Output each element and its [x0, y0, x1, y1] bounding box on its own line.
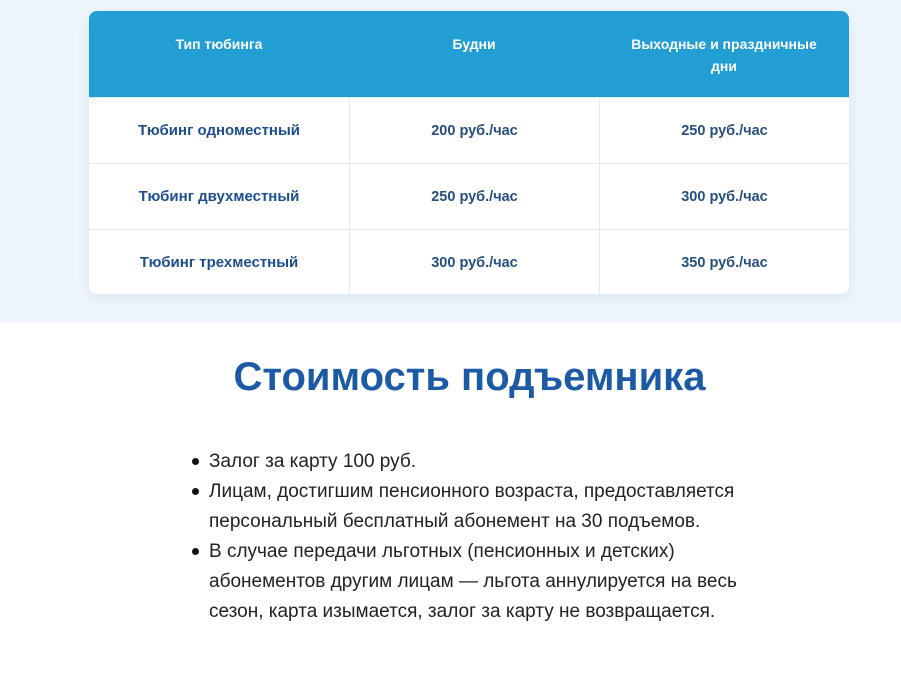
- table-row: [89, 97, 849, 163]
- table-row: [89, 163, 849, 229]
- header-weekdays: Будни: [452, 36, 496, 52]
- weekday-price-cell: 250 руб./час: [349, 164, 599, 229]
- header-tubing-type: Тип тюбинга: [175, 36, 263, 52]
- table-row: [89, 229, 849, 294]
- tubing-type-cell: Тюбинг одноместный: [137, 122, 301, 139]
- list-item: Лицам, достигшим пенсионного возраста, предоставляется персональный бесплатный абонемент на 30 подъемов.: [190, 477, 750, 537]
- lift-price-title: Стоимость подъемника: [233, 355, 706, 399]
- weekend-price-cell: 300 руб./час: [599, 164, 849, 229]
- tubing-type-cell: Тюбинг двухместный: [138, 188, 300, 205]
- tubing-type-cell: Тюбинг трехместный: [139, 254, 299, 271]
- list-item: Залог за карту 100 руб.: [190, 447, 750, 477]
- lift-info-list: [190, 447, 750, 627]
- weekday-price-cell: 200 руб./час: [349, 98, 599, 163]
- list-item: В случае передачи льготных (пенсионных и детских) абонементов другим лицам — льгота аннулируется на весь сезон, карта изымается, залог за карту не возвращается.: [190, 537, 750, 627]
- header-weekends-holidays: Выходные и праздничные дни: [631, 36, 817, 74]
- table-header-row: [89, 11, 849, 97]
- weekday-price-cell: 300 руб./час: [349, 230, 599, 294]
- weekend-price-cell: 250 руб./час: [599, 98, 849, 163]
- tubing-price-table: [89, 11, 849, 294]
- weekend-price-cell: 350 руб./час: [599, 230, 849, 294]
